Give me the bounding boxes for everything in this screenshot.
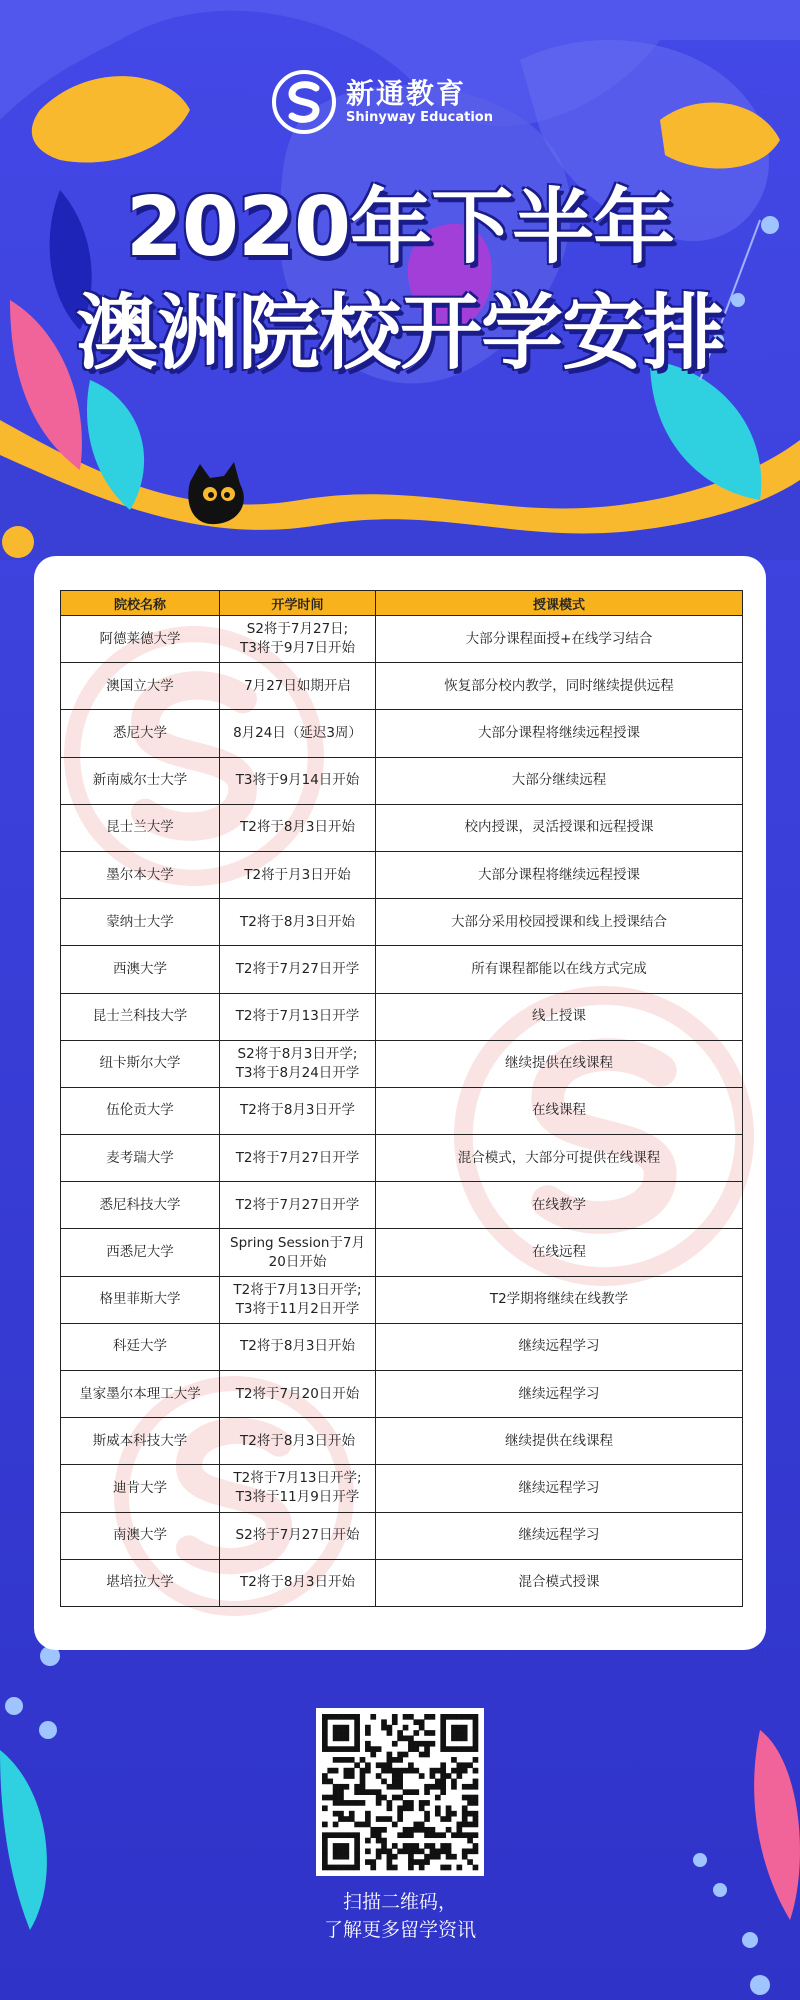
table-row (61, 1229, 743, 1276)
page-title-line2: 澳洲院校开学安排 (75, 286, 724, 381)
cell-start-date: T2将于7月13日开学; T3将于11月9日开学 (220, 1465, 376, 1512)
cell-teaching-mode: 继续远程学习 (376, 1512, 743, 1559)
table-row (61, 851, 743, 898)
cell-school: 伍伦贡大学 (61, 1087, 220, 1134)
page-title-line1: 2020年下半年 (125, 180, 675, 275)
brand-logo (272, 68, 493, 136)
table-row (61, 1087, 743, 1134)
table-row (61, 616, 743, 663)
cell-start-date: T2将于7月27日开学 (220, 1182, 376, 1229)
qr-code-icon (316, 1708, 484, 1876)
cell-school: 纽卡斯尔大学 (61, 1040, 220, 1087)
black-cat-icon (180, 462, 260, 532)
table-row (61, 804, 743, 851)
cell-teaching-mode: T2学期将继续在线教学 (376, 1276, 743, 1323)
cell-school: 堪培拉大学 (61, 1559, 220, 1606)
table-row (61, 1371, 743, 1418)
cell-school: 皇家墨尔本理工大学 (61, 1371, 220, 1418)
cell-start-date: T3将于9月14日开始 (220, 757, 376, 804)
cell-teaching-mode: 混合模式，大部分可提供在线课程 (376, 1135, 743, 1182)
cell-school: 昆士兰科技大学 (61, 993, 220, 1040)
cell-start-date: S2将于8月3日开学; T3将于8月24日开学 (220, 1040, 376, 1087)
cell-teaching-mode: 在线课程 (376, 1087, 743, 1134)
cell-start-date: T2将于8月3日开学 (220, 1087, 376, 1134)
cell-teaching-mode: 大部分课程将继续远程授课 (376, 851, 743, 898)
schedule-table (60, 590, 743, 1607)
cell-teaching-mode: 继续远程学习 (376, 1323, 743, 1370)
cell-school: 新南威尔士大学 (61, 757, 220, 804)
cell-school: 斯威本科技大学 (61, 1418, 220, 1465)
qr-caption-line2: 了解更多留学资讯 (323, 1919, 476, 1941)
cell-school: 阿德莱德大学 (61, 616, 220, 663)
cell-school: 格里菲斯大学 (61, 1276, 220, 1323)
cell-teaching-mode: 大部分课程将继续远程授课 (376, 710, 743, 757)
cell-teaching-mode: 混合模式授课 (376, 1559, 743, 1606)
header-school: 院校名称 (61, 591, 220, 616)
cell-teaching-mode: 在线教学 (376, 1182, 743, 1229)
cell-teaching-mode: 继续远程学习 (376, 1465, 743, 1512)
table-row (61, 1465, 743, 1512)
cell-school: 麦考瑞大学 (61, 1135, 220, 1182)
table-row (61, 757, 743, 804)
cell-start-date: S2将于7月27日; T3将于9月7日开始 (220, 616, 376, 663)
cell-start-date: T2将于8月3日开始 (220, 1559, 376, 1606)
cell-start-date: Spring Session于7月 20日开始 (220, 1229, 376, 1276)
cell-school: 澳国立大学 (61, 663, 220, 710)
cell-start-date: 7月27日如期开启 (220, 663, 376, 710)
cell-school: 西悉尼大学 (61, 1229, 220, 1276)
cell-teaching-mode: 恢复部分校内教学，同时继续提供远程 (376, 663, 743, 710)
table-row (61, 1559, 743, 1606)
table-row (61, 1512, 743, 1559)
cell-teaching-mode: 继续提供在线课程 (376, 1040, 743, 1087)
cell-start-date: T2将于7月20日开始 (220, 1371, 376, 1418)
cell-school: 昆士兰大学 (61, 804, 220, 851)
table-row (61, 899, 743, 946)
brand-name-cn: 新通教育 (346, 77, 467, 110)
table-row (61, 1135, 743, 1182)
table-header-row (61, 591, 743, 616)
cell-teaching-mode: 大部分继续远程 (376, 757, 743, 804)
cell-start-date: T2将于8月3日开始 (220, 804, 376, 851)
cell-school: 迪肯大学 (61, 1465, 220, 1512)
cell-start-date: 8月24日（延迟3周） (220, 710, 376, 757)
cell-teaching-mode: 在线远程 (376, 1229, 743, 1276)
brand-name-en: Shinyway Education (346, 110, 493, 125)
cell-teaching-mode: 大部分采用校园授课和线上授课结合 (376, 899, 743, 946)
cell-teaching-mode: 继续远程学习 (376, 1371, 743, 1418)
cell-start-date: T2将于8月3日开始 (220, 899, 376, 946)
cell-school: 科廷大学 (61, 1323, 220, 1370)
cell-school: 悉尼大学 (61, 710, 220, 757)
header-start-date: 开学时间 (220, 591, 376, 616)
cell-school: 蒙纳士大学 (61, 899, 220, 946)
cell-school: 悉尼科技大学 (61, 1182, 220, 1229)
cell-teaching-mode: 所有课程都能以在线方式完成 (376, 946, 743, 993)
cell-teaching-mode: 校内授课，灵活授课和远程授课 (376, 804, 743, 851)
cell-teaching-mode: 大部分课程面授+在线学习结合 (376, 616, 743, 663)
table-row (61, 1276, 743, 1323)
cell-start-date: T2将于7月27日开学 (220, 1135, 376, 1182)
cell-start-date: T2将于7月27日开学 (220, 946, 376, 993)
table-row (61, 1418, 743, 1465)
table-body (61, 616, 743, 1607)
cell-school: 西澳大学 (61, 946, 220, 993)
cell-school: 墨尔本大学 (61, 851, 220, 898)
table-row (61, 1182, 743, 1229)
cell-teaching-mode: 线上授课 (376, 993, 743, 1040)
cell-school: 南澳大学 (61, 1512, 220, 1559)
schedule-card (34, 556, 766, 1650)
table-row (61, 1323, 743, 1370)
cell-start-date: T2将于7月13日开学 (220, 993, 376, 1040)
table-row (61, 663, 743, 710)
cell-start-date: T2将于7月13日开学; T3将于11月2日开学 (220, 1276, 376, 1323)
shinyway-logo-icon (272, 70, 336, 134)
header-teaching-mode: 授课模式 (376, 591, 743, 616)
cell-start-date: T2将于月3日开始 (220, 851, 376, 898)
cell-teaching-mode: 继续提供在线课程 (376, 1418, 743, 1465)
cell-start-date: T2将于8月3日开始 (220, 1323, 376, 1370)
cell-start-date: S2将于7月27日开始 (220, 1512, 376, 1559)
qr-caption-line1: 扫描二维码， (342, 1891, 457, 1913)
table-row (61, 946, 743, 993)
table-row (61, 710, 743, 757)
cell-start-date: T2将于8月3日开始 (220, 1418, 376, 1465)
table-row (61, 1040, 743, 1087)
table-row (61, 993, 743, 1040)
